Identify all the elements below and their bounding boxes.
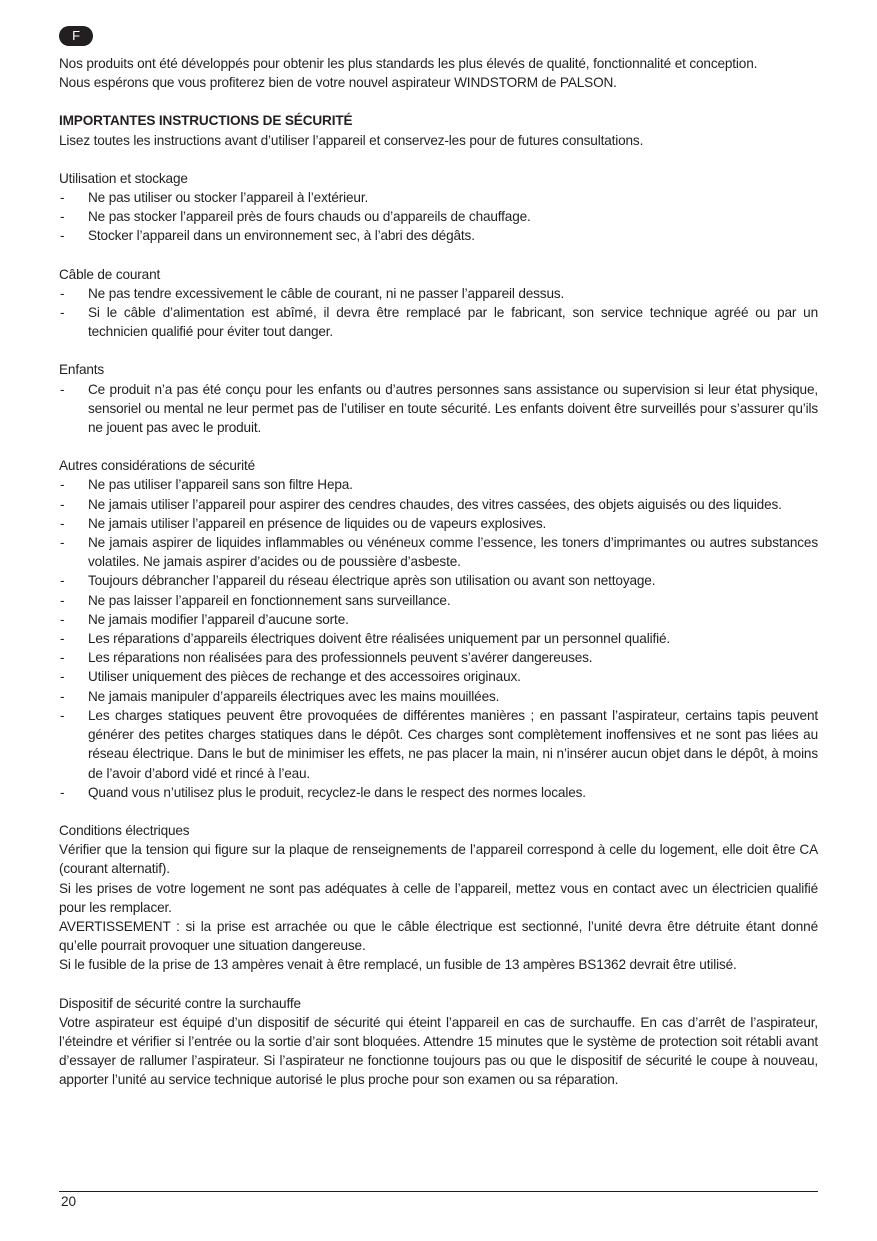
page-number: 20: [61, 1194, 77, 1209]
list-item: - Stocker l’appareil dans un environnement sec, à l’abri des dégâts.: [59, 226, 818, 245]
section-title-children: Enfants: [59, 362, 105, 378]
list-item: - Les charges statiques peuvent être provoquées de différentes manières ; en passant l’aspirateur, certains tapis peuvent générer des petites charges statiques dans le dépôt. Ces charges sont complètement inoffensives et ne sont pas liées au réseau électrique. Dans le but de minimiser les effets, ne pas placer la main, ni n’insérer aucun objet dans le dépôt, à moins de l’avoir d’abord vidé et rincé à l’eau.: [59, 706, 818, 783]
footer-divider: [59, 1191, 818, 1192]
list-item: - Ce produit n’a pas été conçu pour les enfants ou d’autres personnes sans assistance ou supervision si leur état physique, sensoriel ou mental ne leur permet pas de l’utiliser en toute sécurité. Les enfants doivent être surveillés pour s’assurer qu’ils ne jouent pas avec le produit.: [59, 380, 818, 438]
intro-line-1: Nos produits ont été développés pour obtenir les plus standards les plus élevés de qualité, fonctionnalité et conception.: [59, 56, 758, 71]
list-item: - Ne jamais manipuler d’appareils électriques avec les mains mouillées.: [59, 687, 818, 706]
overheat-paragraph: Votre aspirateur est équipé d’un dispositif de sécurité qui éteint l’appareil en cas de surchauffe. En cas d’arrêt de l’aspirateur, l’éteindre et vérifier si l’entrée ou la sortie d’air sont bloquées. Attendre 15 minutes que le système de protection soit rétabli avant d’essayer de rallumer l’aspirateur. Si l’aspirateur ne fonctionne toujours pas ou que le dispositif de sécurité le coupe à nouveau, apporter l’unité au service technique autorisé le plus proche pour son examen ou sa réparation.: [59, 1014, 818, 1088]
list-item: - Si le câble d’alimentation est abîmé, il devra être remplacé par le fabricant, son service technique agréé ou par un technicien qualifié pour éviter tout danger.: [59, 303, 818, 341]
section-title-overheat: Dispositif de sécurité contre la surchauffe: [59, 995, 301, 1011]
electrical-paragraph: Si les prises de votre logement ne sont pas adéquates à celle de l’appareil, mettez vous en contact avec un électricien qualifié pour les remplacer.: [59, 880, 818, 915]
list-item: - Utiliser uniquement des pièces de rechange et des accessoires originaux.: [59, 667, 818, 686]
section-title-cable: Câble de courant: [59, 266, 161, 282]
list-item: - Ne pas utiliser l’appareil sans son filtre Hepa.: [59, 475, 818, 494]
list-item: - Ne pas tendre excessivement le câble de courant, ni ne passer l’appareil dessus.: [59, 284, 818, 303]
list-item: - Ne jamais modifier l’appareil d’aucune sorte.: [59, 610, 818, 629]
cable-list: [59, 284, 818, 342]
list-item: - Quand vous n’utilisez plus le produit, recyclez-le dans le respect des normes locales.: [59, 783, 818, 802]
list-item: - Toujours débrancher l’appareil du réseau électrique après son utilisation ou avant son nettoyage.: [59, 571, 818, 590]
section-title-usage: Utilisation et stockage: [59, 170, 188, 186]
language-badge: F: [59, 26, 93, 46]
list-item: - Ne pas utiliser ou stocker l’appareil à l’extérieur.: [59, 188, 818, 207]
list-item: - Ne jamais utiliser l’appareil pour aspirer des cendres chaudes, des vitres cassées, des objets aiguisés ou des liquides.: [59, 495, 818, 514]
intro-line-2: Nous espérons que vous profiterez bien de votre nouvel aspirateur WINDSTORM de PALSON.: [59, 75, 617, 91]
electrical-paragraph: Vérifier que la tension qui figure sur la plaque de renseignements de l’appareil correspond à celle du logement, elle doit être CA (courant alternatif).: [59, 842, 818, 877]
list-item: - Les réparations non réalisées para des professionnels peuvent s’avérer dangereuses.: [59, 648, 818, 667]
usage-list: [59, 188, 818, 246]
fuse-paragraph: Si le fusible de la prise de 13 ampères venait à être remplacé, un fusible de 13 ampères BS1362 devrait être utilisé.: [59, 957, 737, 973]
list-item: - Ne pas stocker l’appareil près de fours chauds ou d’appareils de chauffage.: [59, 207, 818, 226]
safety-heading: IMPORTANTES INSTRUCTIONS DE SÉCURITÉ: [59, 113, 353, 129]
safety-lead: Lisez toutes les instructions avant d’utiliser l’appareil et conservez-les pour de futures consultations.: [59, 132, 644, 148]
section-title-electrical: Conditions électriques: [59, 822, 190, 838]
list-item: - Ne jamais utiliser l’appareil en présence de liquides ou de vapeurs explosives.: [59, 514, 818, 533]
manual-page: [59, 26, 818, 1090]
list-item: - Les réparations d’appareils électriques doivent être réalisées uniquement par un personnel qualifié.: [59, 629, 818, 648]
list-item: - Ne jamais aspirer de liquides inflammables ou vénéneux comme l’essence, les toners d’imprimantes ou autres substances volatiles. Ne jamais aspirer d’acides ou de poussière d’asbeste.: [59, 533, 818, 571]
warning-paragraph: AVERTISSEMENT : si la prise est arrachée ou que le câble électrique est sectionné, l’unité devra être détruite étant donné qu’elle pourrait provoquer une situation dangereuse.: [59, 918, 818, 954]
other-safety-list: [59, 475, 818, 801]
section-title-other: Autres considérations de sécurité: [59, 458, 256, 474]
children-list: [59, 380, 818, 438]
list-item: - Ne pas laisser l’appareil en fonctionnement sans surveillance.: [59, 591, 818, 610]
